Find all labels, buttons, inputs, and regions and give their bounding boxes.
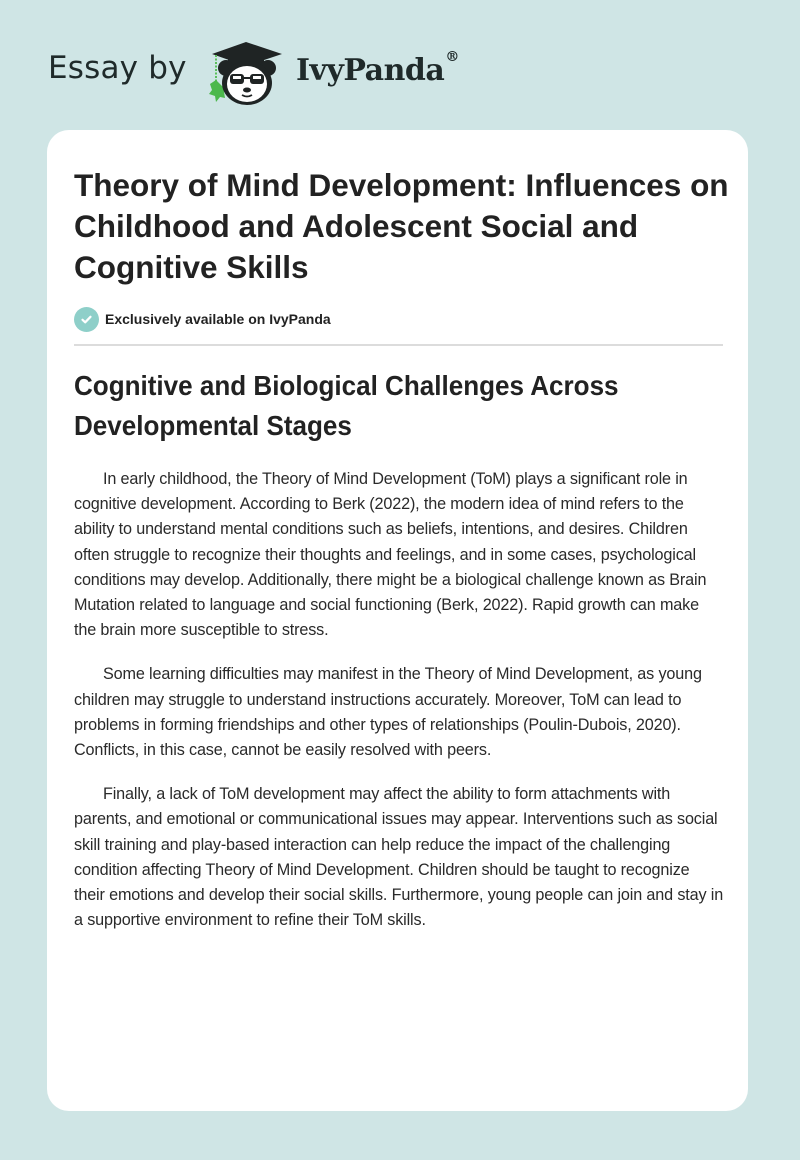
- essay-card: [47, 130, 748, 1111]
- badge-text: Exclusively available on IvyPanda: [105, 311, 331, 327]
- essay-title: Theory of Mind Development: Influences on Childhood and Adolescent Social and Cognitive Skills: [74, 167, 729, 285]
- site-header: [0, 0, 800, 130]
- check-circle-icon: [74, 307, 99, 332]
- paragraph: Some learning difficulties may manifest in the Theory of Mind Development, as young children may struggle to understand instructions accurately. Moreover, ToM can lead to problems in forming friendships and other types of relationships (Poulin-Dubois, 2020). Conflicts, in this case, cannot be easily resolved with peers.: [74, 665, 702, 760]
- divider: [74, 344, 723, 346]
- registered-mark: ®: [445, 49, 459, 65]
- essay-body: [74, 467, 724, 952]
- essay-by-label: Essay by: [48, 50, 187, 86]
- brand-name[interactable]: [296, 49, 459, 88]
- brand-text: IvyPanda: [296, 53, 445, 88]
- paragraph: In early childhood, the Theory of Mind Development (ToM) plays a significant role in cognitive development. According to Berk (2022), the modern idea of mind refers to the ability to understand mental conditions such as beliefs, intentions, and desires. Children often struggle to recognize their thoughts and feelings, and in some cases, psychological conditions may develop. Additionally, there might be a biological challenge known as Brain Mutation related to language and social functioning (Berk, 2022). Rapid growth can make the brain more susceptible to stress.: [74, 470, 707, 640]
- exclusive-badge: [74, 306, 331, 332]
- panda-graduate-logo-icon[interactable]: [200, 36, 292, 108]
- paragraph: Finally, a lack of ToM development may affect the ability to form attachments with parents, and emotional or communicational issues may appear. Interventions such as social skill training and play-based interaction can help reduce the impact of the challenging condition affecting Theory of Mind Development. Children should be taught to recognize their emotions and develop their social skills. Furthermore, young people can join and stay in a supportive environment to refine their ToM skills.: [74, 785, 724, 930]
- section-heading: Cognitive and Biological Challenges Across Developmental Stages: [74, 370, 619, 441]
